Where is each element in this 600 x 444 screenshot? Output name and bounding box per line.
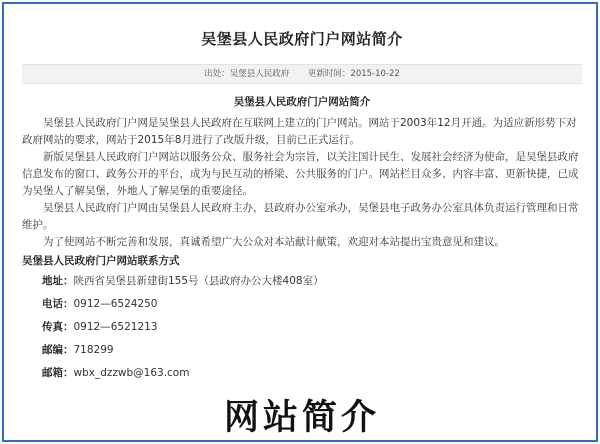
contact-value: 0912—6524250 [73, 298, 158, 310]
contact-list [42, 270, 582, 385]
contact-value: 718299 [73, 344, 114, 356]
article-subtitle: 吴堡县人民政府门户网站简介 [233, 96, 371, 108]
contact-value: 0912—6521213 [73, 321, 158, 333]
article-content [22, 94, 582, 385]
contact-phone [42, 293, 582, 316]
updated-value: 2015-10-22 [350, 69, 400, 79]
meta-bar [22, 64, 582, 84]
contact-label: 邮编： [42, 344, 74, 356]
paragraph-purpose: 新版吴堡县人民政府门户网站以服务公众、服务社会为宗旨，以关注国计民生、发展社会经济为使命，是吴堡县政府信息发布的窗口、政务公开的平台，成为与民互动的桥梁、公共服务的门户。网站栏目众多、内容丰富、更新快捷，已成为吴堡人了解吴堡，外地人了解吴堡的重要途径。 [22, 151, 579, 197]
source-label: 出处： [204, 69, 230, 79]
contact-label: 邮箱： [42, 367, 74, 379]
page-frame [2, 2, 598, 442]
page-title: 吴堡县人民政府门户网站简介 [201, 30, 403, 48]
paragraph-host: 吴堡县人民政府门户网由吴堡县人民政府主办，县政府办公室承办，吴堡县电子政务办公室具体负责运行管理和日常维护。 [22, 202, 579, 231]
source-info [204, 69, 289, 79]
contact-heading: 吴堡县人民政府门户网站联系方式 [22, 255, 180, 267]
contact-label: 电话： [42, 298, 74, 310]
overlay-caption: 网站简介 [223, 398, 380, 438]
contact-address [42, 270, 582, 293]
contact-email-value[interactable]: wbx_dzzwb@163.com [73, 367, 190, 379]
source-value: 吴堡县人民政府 [229, 69, 290, 79]
contact-label: 地址： [42, 275, 74, 287]
updated-info [308, 69, 400, 79]
paragraph-intro: 吴堡县人民政府门户网是吴堡县人民政府在互联网上建立的门户网站。网站于2003年12月开通。为适应新形势下对政府网站的要求，网站于2015年8月进行了改版升级，目前已正式运行。 [22, 117, 577, 146]
updated-label: 更新时间： [307, 69, 351, 79]
contact-value: 陕西省吴堡县新建街155号（县政府办公大楼408室） [73, 275, 324, 287]
contact-email [42, 362, 582, 385]
contact-fax [42, 316, 582, 339]
paragraph-feedback: 为了使网站不断完善和发展，真诚希望广大公众对本站献计献策，欢迎对本站提出宝贵意见和建议。 [43, 236, 505, 248]
contact-label: 传真： [42, 321, 74, 333]
contact-postcode [42, 339, 582, 362]
